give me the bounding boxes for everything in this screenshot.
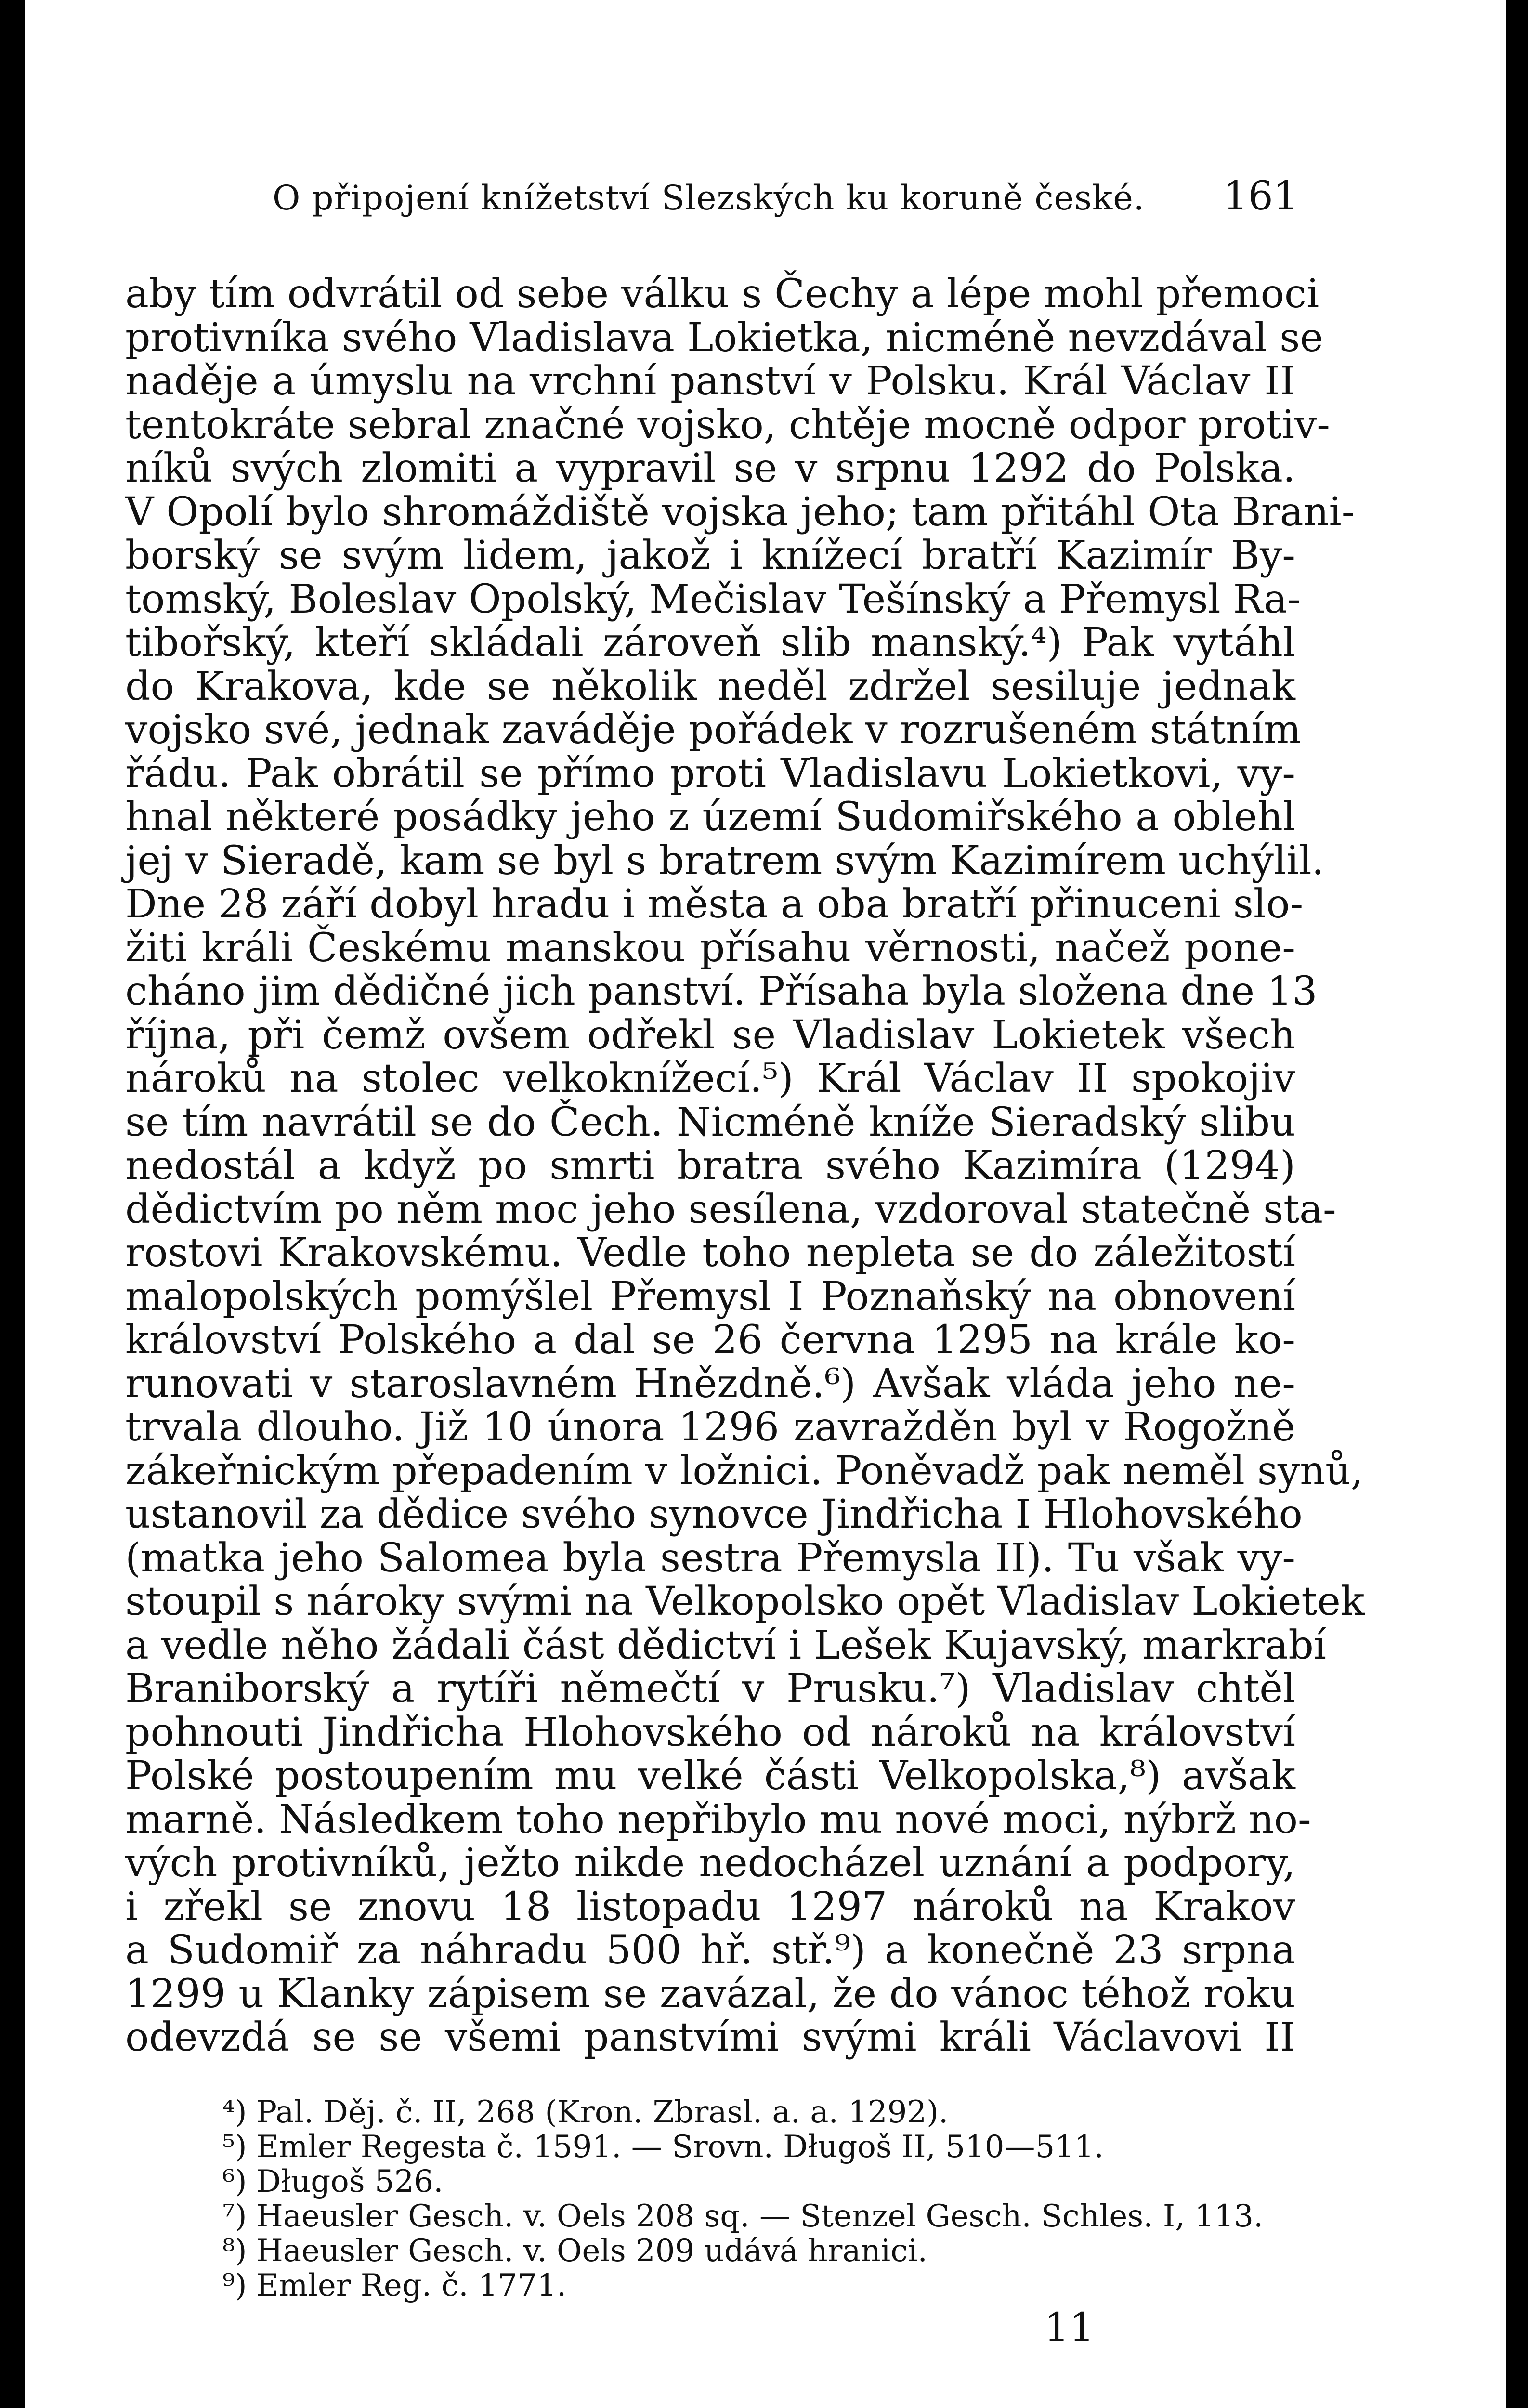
text-line: ustanovil za dědice svého synovce Jindřicha I Hlohovského — [125, 1492, 1303, 1537]
text-line: království Polského a dal se 26 června 1295 na krále ko- — [125, 1317, 1295, 1363]
text-line: jej v Sieradě, kam se byl s bratrem svým Kazimírem uchýlil. — [125, 838, 1324, 884]
text-line: řádu. Pak obrátil se přímo proti Vladislavu Lokietkovi, vy- — [125, 750, 1295, 797]
text-line: marně. Následkem toho nepřibylo mu nové moci, nýbrž no- — [125, 1796, 1311, 1843]
footnote-mark: ⁷) — [222, 2199, 247, 2234]
footnote — [222, 2234, 1282, 2268]
footnote-text: Haeusler Gesch. v. Oels 208 sq. — Stenzel Gesch. Schles. I, 113. — [256, 2199, 1264, 2234]
footnote-text: Emler Regesta č. 1591. — Srovn. Długoš II, 510—511. — [256, 2129, 1104, 2165]
text-line: trvala dlouho. Již 10 února 1296 zavražděn byl v Rogožně — [125, 1404, 1295, 1450]
text-line: V Opolí bylo shromáždiště vojska jeho; tam přitáhl Ota Brani- — [125, 489, 1355, 535]
text-line: protivníka svého Vladislava Lokietka, nicméně nevzdával se — [125, 314, 1323, 361]
footnote-text: Długoš 526. — [256, 2164, 444, 2199]
footnote — [222, 2199, 1282, 2234]
body-text — [125, 271, 1365, 2060]
text-line: nároků na stolec velkoknížecí.⁵) Král Václav II spokojiv — [125, 1056, 1295, 1101]
page-number: 161 — [1223, 173, 1298, 219]
footnote — [222, 2268, 1282, 2303]
footnote — [222, 2130, 1282, 2164]
footnote — [222, 2164, 1282, 2199]
text-line: hnal některé posádky jeho z území Sudomiřského a oblehl — [125, 794, 1295, 840]
footnote — [222, 2095, 1282, 2130]
footnote-mark: ⁵) — [222, 2129, 247, 2165]
text-line: se tím navrátil se do Čech. Nicméně kníže Sieradský slibu — [125, 1099, 1295, 1145]
text-line: dědictvím po něm moc jeho sesílena, vzdoroval statečně sta- — [125, 1186, 1336, 1232]
text-line: runovati v staroslavném Hnězdně.⁶) Avšak vláda jeho ne- — [125, 1361, 1295, 1407]
footnote-text: Pal. Děj. č. II, 268 (Kron. Zbrasl. a. a. 1292). — [256, 2094, 949, 2130]
text-line: stoupil s nároky svými na Velkopolsko opět Vladislav Lokietek — [125, 1579, 1365, 1624]
text-line: 1299 u Klanky zápisem se zavázal, že do vánoc téhož roku — [125, 1971, 1295, 2017]
text-line: aby tím odvrátil od sebe válku s Čechy a lépe mohl přemoci — [125, 271, 1319, 317]
text-line: a Sudomiř za náhradu 500 hř. stř.⁹) a konečně 23 srpna — [125, 1927, 1295, 1973]
text-line: odevzdá se se všemi panstvími svými králi Václavovi II — [125, 2015, 1295, 2060]
text-line: níků svých zlomiti a vypravil se v srpnu 1292 do Polska. — [125, 445, 1295, 491]
text-line: rostovi Krakovskému. Vedle toho nepleta se do záležitostí — [125, 1230, 1295, 1276]
text-line: Dne 28 září dobyl hradu i města a oba bratří přinuceni slo- — [125, 881, 1304, 927]
text-line: cháno jim dědičné jich panství. Přísaha byla složena dne 13 — [125, 968, 1318, 1014]
book-page — [25, 0, 1506, 2408]
footnote-mark: ⁸) — [222, 2233, 247, 2269]
text-line: zákeřnickým přepadením v ložnici. Poněvadž pak neměl synů, — [125, 1448, 1363, 1494]
text-line: vojsko své, jednak zaváděje pořádek v rozrušeném státním — [125, 707, 1301, 753]
text-line: října, při čemž ovšem odřekl se Vladislav Lokietek všech — [125, 1012, 1295, 1058]
running-title: O připojení knížetství Slezských ku koruně české. — [273, 178, 1145, 218]
text-line: (matka jeho Salomea byla sestra Přemysla II). Tu však vy- — [125, 1535, 1295, 1581]
signature-mark: 11 — [1044, 2305, 1095, 2351]
text-line: malopolských pomýšlel Přemysl I Poznaňský na obnovení — [125, 1273, 1295, 1320]
text-line: naděje a úmyslu na vrchní panství v Polsku. Král Václav II — [125, 358, 1295, 404]
footnote-mark: ⁶) — [222, 2164, 247, 2199]
text-line: i zřekl se znovu 18 listopadu 1297 nároků na Krakov — [125, 1884, 1295, 1930]
footnotes — [222, 2095, 1282, 2303]
text-line: tentokráte sebral značné vojsko, chtěje mocně odpor protiv- — [125, 402, 1330, 448]
footnote-mark: ⁹) — [222, 2268, 247, 2303]
text-line: vých protivníků, ježto nikde nedocházel uznání a podpory, — [125, 1840, 1295, 1886]
text-line: Braniborský a rytíři němečtí v Prusku.⁷) Vladislav chtěl — [125, 1666, 1295, 1712]
text-line: nedostál a když po smrti bratra svého Kazimíra (1294) — [125, 1143, 1295, 1189]
text-line: tibořský, kteří skládali zároveň slib manský.⁴) Pak vytáhl — [125, 620, 1295, 666]
footnote-mark: ⁴) — [222, 2094, 247, 2130]
footnote-text: Emler Reg. č. 1771. — [256, 2268, 567, 2303]
text-line: a vedle něho žádali část dědictví i Lešek Kujavský, markrabí — [125, 1622, 1327, 1668]
text-line: žiti králi Českému manskou přísahu věrnosti, načež pone- — [125, 925, 1295, 971]
text-line: do Krakova, kde se několik neděl zdržel sesiluje jednak — [125, 663, 1295, 709]
footnote-text: Haeusler Gesch. v. Oels 209 udává hranici. — [256, 2233, 927, 2269]
text-line: borský se svým lidem, jakož i knížecí bratří Kazimír By- — [125, 533, 1295, 578]
text-line: pohnouti Jindřicha Hlohovského od nároků na království — [125, 1709, 1295, 1755]
page-header — [273, 173, 1298, 222]
text-line: tomský, Boleslav Opolský, Mečislav Tešínský a Přemysl Ra- — [125, 576, 1301, 622]
text-line: Polské postoupením mu velké části Velkopolska,⁸) avšak — [125, 1753, 1295, 1799]
